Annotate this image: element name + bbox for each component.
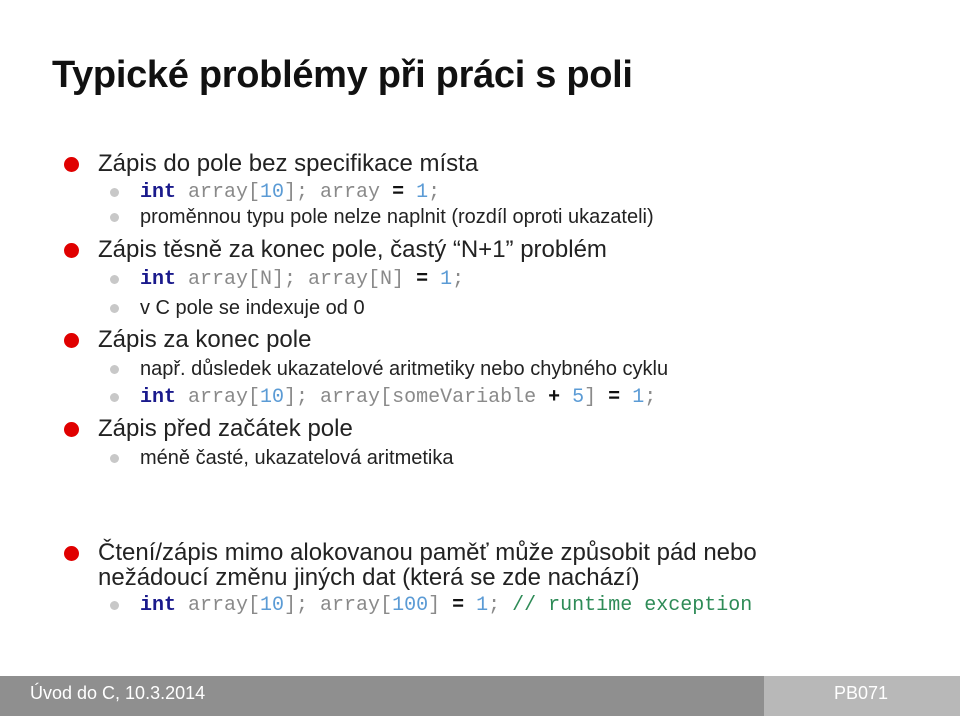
gray-bullet-icon <box>110 275 119 284</box>
bullet-text: Zápis do pole bez specifikace místa <box>98 150 479 177</box>
bullet-text: proměnnou typu pole nelze naplnit (rozdíl oproti ukazateli) <box>140 206 654 228</box>
bullet-text: Zápis těsně za konec pole, častý “N+1” problém <box>98 236 607 263</box>
red-bullet-icon <box>64 333 79 348</box>
code-snippet: int array[10]; array[100] = 1; // runtime exception <box>140 594 753 617</box>
footer-course-code: PB071 <box>834 683 889 703</box>
gray-bullet-icon <box>110 304 119 313</box>
bullet-text: méně časté, ukazatelová aritmetika <box>140 447 454 469</box>
red-bullet-icon <box>64 546 79 561</box>
bullet-text: např. důsledek ukazatelové aritmetiky nebo chybného cyklu <box>140 358 669 380</box>
red-bullet-icon <box>64 422 79 437</box>
bullet-text: nežádoucí změnu jiných dat (která se zde nachází) <box>98 564 640 591</box>
bullet-text: Zápis za konec pole <box>98 326 312 353</box>
gray-bullet-icon <box>110 188 119 197</box>
red-bullet-icon <box>64 157 79 172</box>
code-snippet: int array[10]; array = 1; <box>140 181 441 204</box>
gray-bullet-icon <box>110 393 119 402</box>
gray-bullet-icon <box>110 365 119 374</box>
slide-title: Typické problémy při práci s poli <box>52 54 633 96</box>
code-snippet: int array[10]; array[someVariable + 5] = 1; <box>140 386 657 409</box>
bullet-text: Čtení/zápis mimo alokovanou paměť může způsobit pád nebo <box>98 539 757 566</box>
gray-bullet-icon <box>110 454 119 463</box>
gray-bullet-icon <box>110 601 119 610</box>
gray-bullet-icon <box>110 213 119 222</box>
footer-course: Úvod do C, 10.3.2014 <box>30 683 206 703</box>
bullet-text: Zápis před začátek pole <box>98 415 353 442</box>
bullet-text: v C pole se indexuje od 0 <box>140 297 365 319</box>
code-snippet: int array[N]; array[N] = 1; <box>140 268 465 291</box>
red-bullet-icon <box>64 243 79 258</box>
